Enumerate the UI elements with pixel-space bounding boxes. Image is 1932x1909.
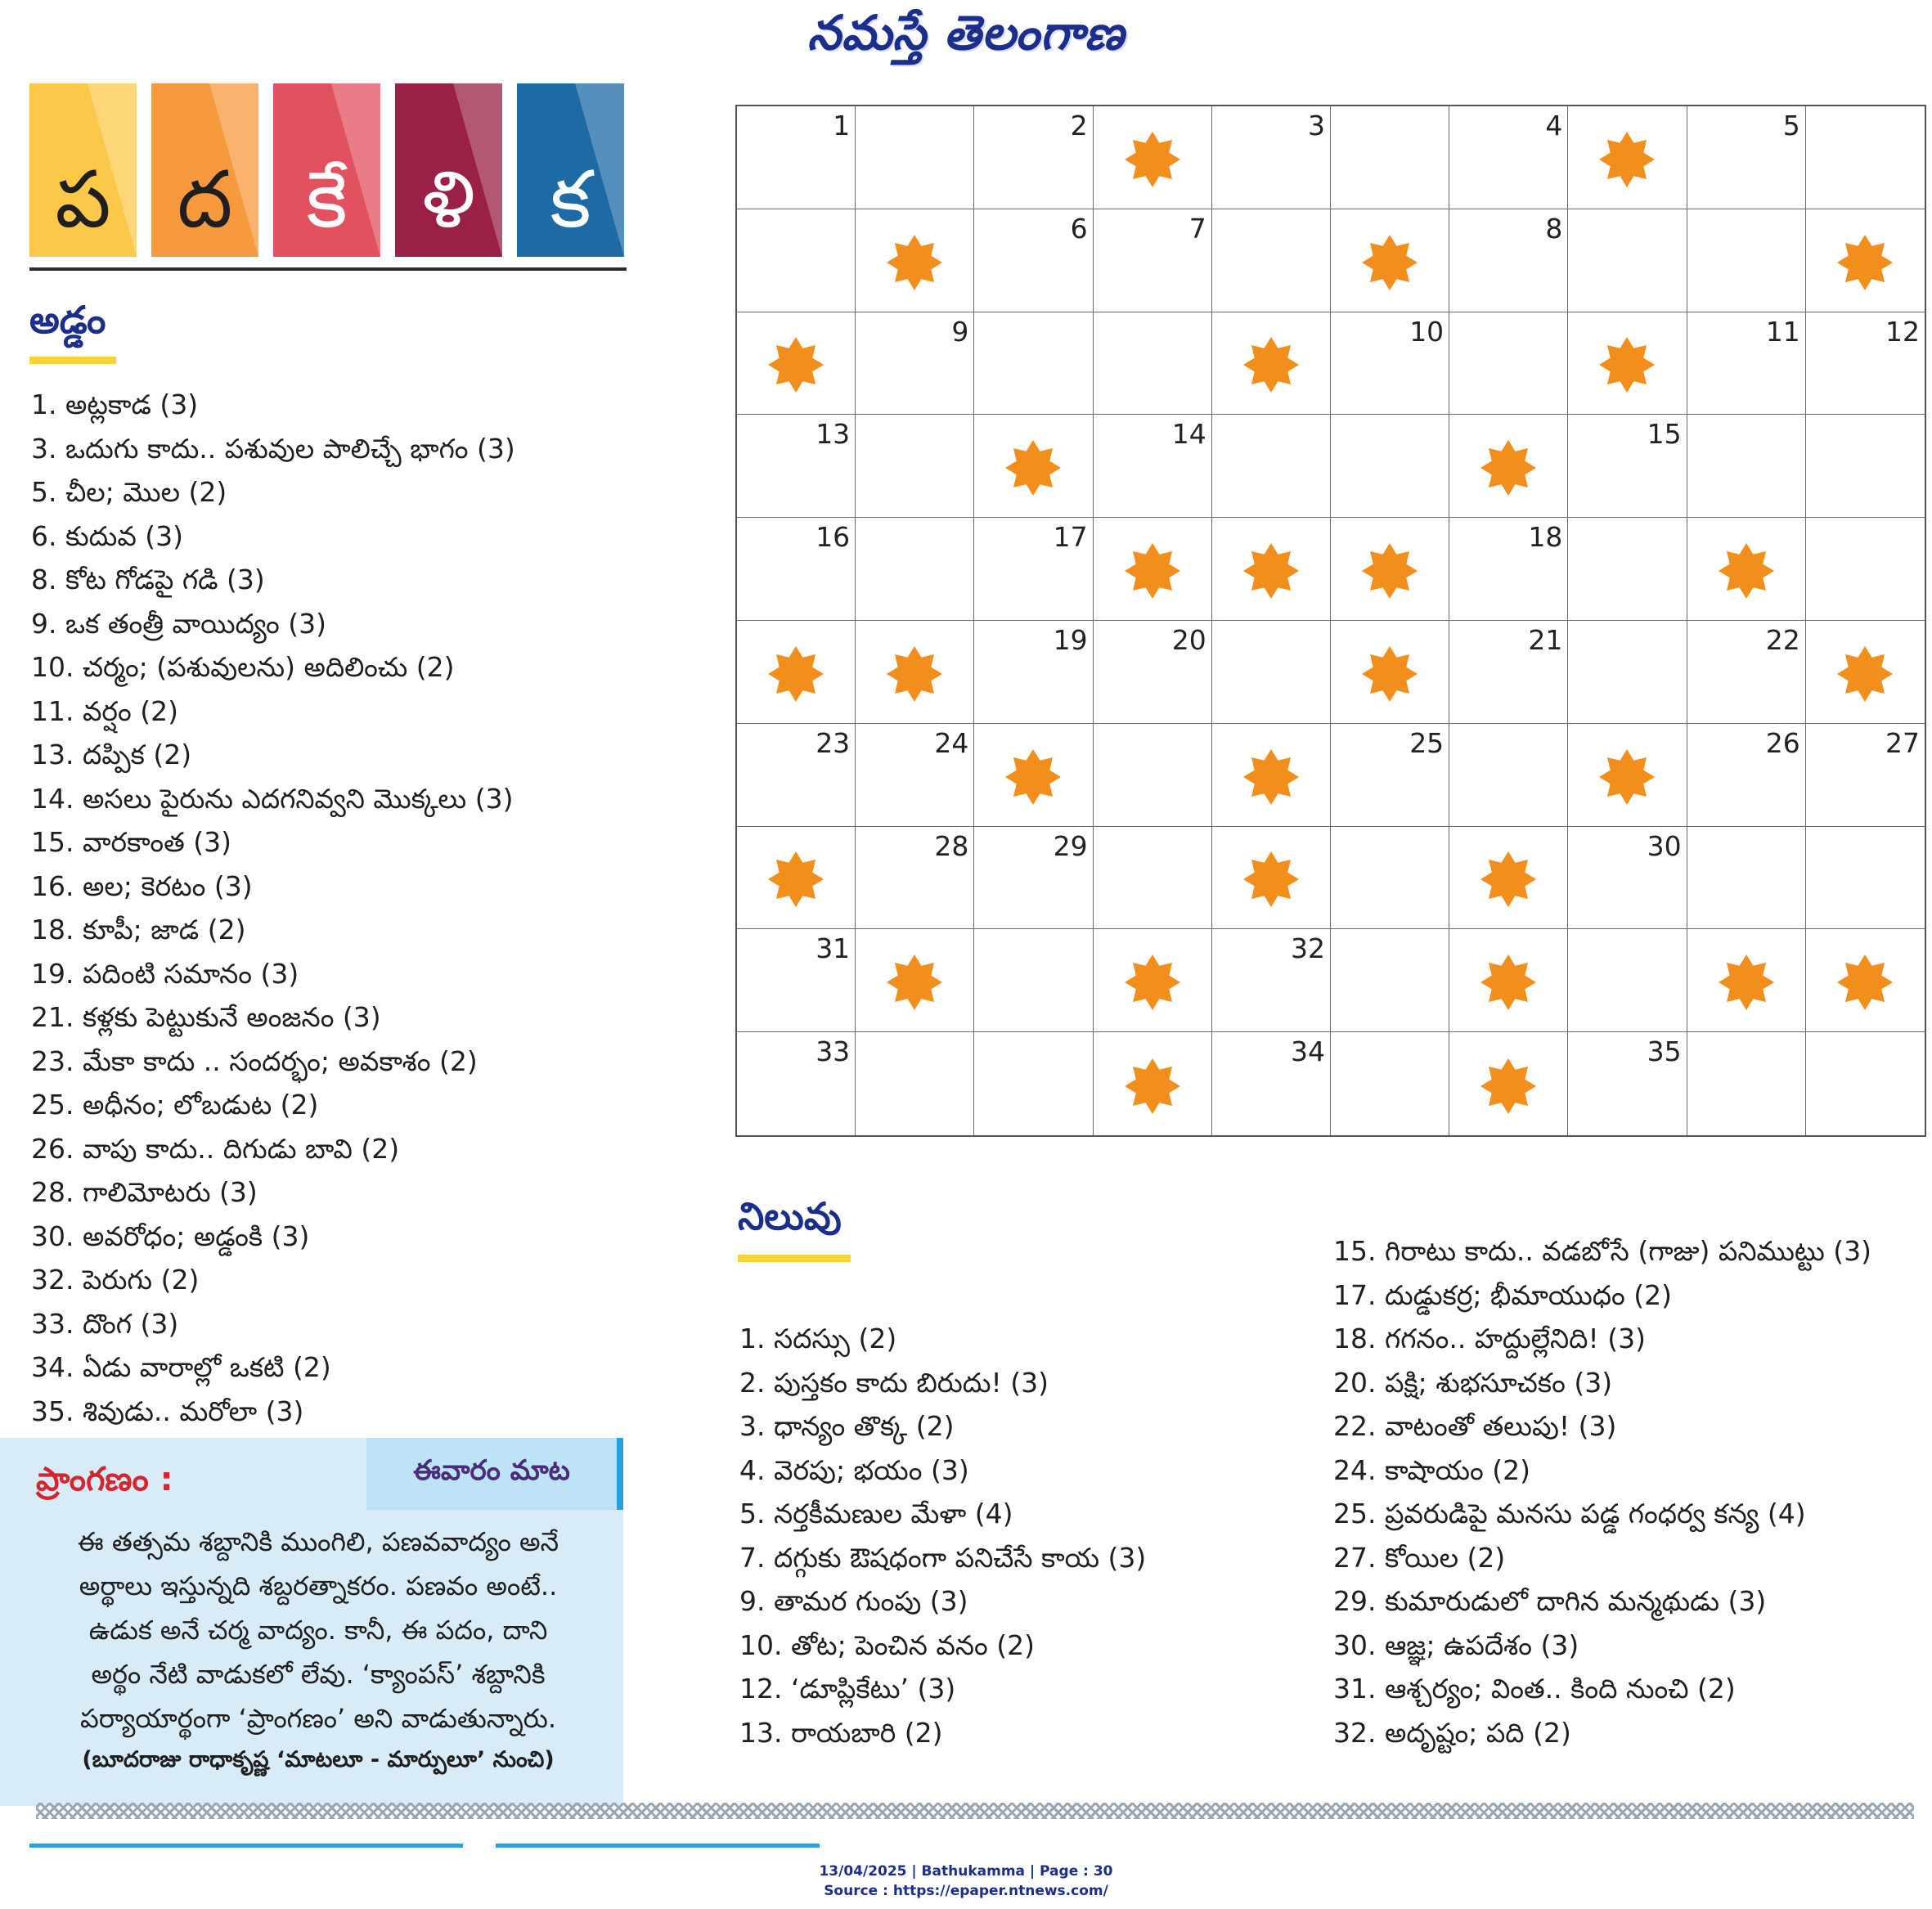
grid-cell: [1449, 209, 1568, 312]
grid-cell-blocked: [1568, 724, 1687, 827]
grid-cell: [1806, 415, 1925, 518]
clue-item: 13. దప్పిక (2): [31, 739, 192, 770]
decorative-border: [36, 1803, 1914, 1819]
clue-item: 17. దుడ్డుకర్ర; భీమాయుధం (2): [1333, 1278, 1672, 1311]
grid-cell: [1449, 106, 1568, 209]
grid-cell: [1331, 1032, 1449, 1135]
star-icon: [1835, 953, 1894, 1012]
grid-cell-number: 27: [1885, 726, 1920, 759]
clue-item: 16. అల; కెరటం (3): [31, 869, 253, 902]
clue-item: 3. ధాన్యం తొక్క (2): [739, 1410, 955, 1442]
star-icon: [885, 953, 944, 1012]
grid-cell: [1687, 1032, 1806, 1135]
masthead-title: నమస్తే తెలంగాణ: [807, 5, 1125, 61]
star-icon: [1479, 953, 1538, 1012]
grid-cell-number: 15: [1647, 418, 1682, 451]
star-icon: [1123, 953, 1182, 1012]
grid-cell: [974, 1032, 1093, 1135]
grid-cell-number: 7: [1188, 212, 1206, 245]
title-tile: [273, 83, 380, 257]
clue-item: 10. చర్మం; (పశువులను) అదిలించు (2): [31, 651, 455, 683]
grid-cell: [1094, 724, 1212, 827]
grid-cell: [1806, 1032, 1925, 1135]
grid-cell-number: 12: [1885, 315, 1920, 348]
grid-cell-number: 16: [815, 521, 851, 554]
grid-cell-blocked: [1449, 827, 1568, 930]
grid-cell: [1094, 621, 1212, 724]
star-icon: [1597, 130, 1656, 189]
clue-item: 19. పదింటి సమానం (3): [31, 957, 299, 990]
grid-cell: [974, 312, 1093, 415]
star-icon: [1835, 233, 1894, 292]
grid-cell: [1806, 518, 1925, 621]
clue-item: 21. కళ్లకు పెట్టుకునే అంజనం (3): [31, 1001, 381, 1033]
star-icon: [1835, 645, 1894, 703]
puzzle-title-tiles: [29, 83, 624, 257]
grid-cell: [856, 724, 974, 827]
word-of-week-line: ఈ తత్సమ శబ్దానికి ముంగిలి, పణవవాద్యం అనే: [77, 1526, 559, 1557]
grid-cell: [737, 106, 856, 209]
grid-cell: [856, 1032, 974, 1135]
grid-cell-number: 9: [951, 315, 969, 348]
clue-item: 5. చీల; మొల (2): [31, 476, 227, 508]
clue-item: 25. అధీనం; లోబడుట (2): [31, 1089, 319, 1121]
clue-item: 1. అట్లకాడ (3): [31, 389, 199, 420]
grid-cell: [737, 724, 856, 827]
word-of-week-body: [29, 1520, 607, 1741]
clue-item: 2. పుస్తకం కాదు బిరుదు! (3): [739, 1366, 1049, 1399]
grid-cell: [1331, 106, 1449, 209]
grid-cell-blocked: [856, 929, 974, 1032]
grid-cell-number: 28: [934, 829, 969, 862]
grid-cell: [737, 209, 856, 312]
grid-cell: [1687, 827, 1806, 930]
grid-cell-number: 31: [815, 932, 851, 965]
grid-cell-number: 4: [1545, 110, 1563, 141]
star-icon: [1597, 748, 1656, 806]
clue-item: 6. కుదువ (3): [31, 519, 184, 552]
grid-cell-number: 6: [1070, 212, 1088, 245]
word-of-week-credit: (బూదరాజు రాధాకృష్ణ ‘మాటలూ - మార్పులూ’ నుంచి): [82, 1747, 555, 1772]
grid-cell-blocked: [1212, 312, 1331, 415]
grid-cell-number: 25: [1409, 726, 1445, 759]
grid-cell-number: 1: [833, 110, 851, 141]
title-tile: [395, 83, 502, 257]
clue-item: 15. గిరాటు కాదు.. వడబోసే (గాజు) పనిముట్టు (3): [1333, 1235, 1871, 1267]
grid-cell-blocked: [1449, 415, 1568, 518]
star-icon: [1479, 438, 1538, 497]
clue-item: 32. అదృష్టం; పది (2): [1333, 1716, 1571, 1749]
grid-cell: [1212, 106, 1331, 209]
star-icon: [885, 233, 944, 292]
grid-cell: [1449, 312, 1568, 415]
page-footer: [0, 1862, 1932, 1901]
grid-cell-blocked: [737, 312, 856, 415]
grid-cell: [1094, 312, 1212, 415]
clue-item: 13. రాయబారి (2): [739, 1716, 943, 1749]
word-of-week-line: ఉడుక అనే చర్మ వాద్యం. కానీ, ఈ పదం, దాని: [88, 1615, 548, 1646]
clue-item: 14. అసలు పైరును ఎదగనివ్వని మొక్కలు (3): [31, 782, 514, 815]
star-icon: [1123, 1057, 1182, 1116]
grid-cell-blocked: [1094, 1032, 1212, 1135]
word-of-week-line: అర్థం నేటి వాడుకలో లేవు. ‘క్యాంపస్’ శబ్దానికి: [91, 1659, 546, 1690]
clue-item: 26. వాపు కాదు.. దిగుడు బావి (2): [31, 1132, 400, 1165]
grid-cell: [974, 929, 1093, 1032]
grid-cell: [1687, 415, 1806, 518]
grid-cell-number: 30: [1647, 829, 1682, 862]
grid-cell-number: 13: [815, 418, 851, 451]
clue-item: 8. కోట గోడపై గడి (3): [31, 564, 265, 595]
clue-item: 9. ఒక తంత్రీ వాయిద్యం (3): [31, 607, 326, 640]
grid-cell-number: 22: [1765, 624, 1800, 656]
grid-cell-blocked: [1806, 209, 1925, 312]
title-tile-letter: క: [550, 154, 591, 245]
grid-cell-blocked: [1687, 929, 1806, 1032]
grid-cell: [1568, 929, 1687, 1032]
grid-cell: [1449, 621, 1568, 724]
grid-cell-blocked: [1094, 106, 1212, 209]
across-heading: అడ్డం: [29, 298, 106, 342]
grid-cell: [1212, 1032, 1331, 1135]
grid-cell: [1806, 724, 1925, 827]
star-icon: [1479, 1057, 1538, 1116]
footer-date-line: 13/04/2025 | Bathukamma | Page : 30: [819, 1863, 1113, 1880]
grid-cell-number: 23: [815, 726, 851, 759]
title-divider: [29, 267, 627, 271]
title-tile-letter: ద: [177, 154, 233, 245]
grid-cell-number: 21: [1528, 624, 1563, 656]
grid-cell-number: 18: [1528, 521, 1563, 554]
grid-cell: [1568, 415, 1687, 518]
grid-cell-number: 2: [1070, 110, 1088, 141]
clue-item: 28. గాలిమోటరు (3): [31, 1176, 258, 1208]
grid-cell: [737, 518, 856, 621]
grid-cell-blocked: [1568, 106, 1687, 209]
grid-cell-number: 26: [1765, 726, 1800, 759]
grid-cell-number: 14: [1171, 418, 1206, 451]
across-clue-list: [31, 383, 702, 1433]
grid-cell-blocked: [1331, 209, 1449, 312]
grid-cell-number: 8: [1545, 212, 1563, 245]
clue-item: 10. తోట; పెంచిన వనం (2): [739, 1628, 1035, 1661]
grid-cell-blocked: [1212, 518, 1331, 621]
star-icon: [885, 645, 944, 703]
down-clue-list-1: [739, 1317, 1312, 1754]
down-heading: నిలువు: [738, 1194, 842, 1238]
grid-cell-number: 24: [934, 726, 969, 759]
grid-cell: [1212, 415, 1331, 518]
star-icon: [1242, 748, 1301, 806]
star-icon: [1242, 335, 1301, 394]
grid-cell: [1568, 209, 1687, 312]
footer-source-line: Source : https://epaper.ntnews.com/: [824, 1883, 1108, 1899]
grid-cell: [1331, 312, 1449, 415]
grid-cell-number: 35: [1647, 1035, 1682, 1068]
grid-cell: [1331, 724, 1449, 827]
grid-cell-blocked: [1449, 929, 1568, 1032]
grid-cell: [1212, 621, 1331, 724]
decorative-rule-left: [29, 1844, 463, 1848]
grid-cell: [1568, 827, 1687, 930]
clue-item: 35. శివుడు.. మరోలా (3): [31, 1395, 304, 1427]
grid-cell: [1212, 209, 1331, 312]
decorative-rule-right: [496, 1844, 820, 1848]
grid-cell-blocked: [1212, 724, 1331, 827]
grid-cell: [1331, 827, 1449, 930]
star-icon: [766, 335, 825, 394]
grid-cell-number: 20: [1171, 624, 1206, 656]
grid-cell: [974, 621, 1093, 724]
grid-cell-blocked: [1806, 929, 1925, 1032]
clue-item: 34. ఏడు వారాల్లో ఒకటి (2): [31, 1351, 331, 1383]
word-of-week-heading: ప్రాంగణం :: [36, 1461, 173, 1498]
grid-cell: [1449, 724, 1568, 827]
clue-item: 25. ప్రవరుడిపై మనసు పడ్డ గంధర్వ కన్య (4): [1333, 1498, 1806, 1529]
grid-cell: [974, 518, 1093, 621]
star-icon: [1360, 233, 1419, 292]
grid-cell: [737, 415, 856, 518]
star-icon: [1123, 541, 1182, 600]
star-icon: [1242, 850, 1301, 909]
clue-item: 23. మేకా కాదు .. సందర్భం; అవకాశం (2): [31, 1044, 478, 1077]
clue-item: 4. వెరపు; భయం (3): [739, 1453, 969, 1486]
star-icon: [1360, 645, 1419, 703]
star-icon: [1717, 541, 1776, 600]
grid-cell: [856, 312, 974, 415]
star-icon: [1004, 748, 1063, 806]
title-tile-letter: ప: [55, 154, 111, 245]
star-icon: [1242, 541, 1301, 600]
star-icon: [1123, 130, 1182, 189]
across-heading-underline: [29, 357, 116, 364]
grid-cell-blocked: [1331, 621, 1449, 724]
grid-cell: [1212, 929, 1331, 1032]
word-of-week-line: పర్యాయార్థంగా ‘ప్రాంగణం’ అని వాడుతున్నారు.: [79, 1703, 557, 1734]
across-section: [29, 298, 116, 364]
grid-cell: [1806, 106, 1925, 209]
grid-cell: [1331, 415, 1449, 518]
clue-item: 20. పక్షి; శుభసూచకం (3): [1333, 1366, 1613, 1399]
grid-cell-blocked: [1331, 518, 1449, 621]
down-section: [738, 1194, 851, 1262]
grid-cell-number: 34: [1290, 1035, 1325, 1068]
star-icon: [1597, 335, 1656, 394]
title-tile-letter: ళి: [422, 154, 475, 245]
grid-cell-blocked: [974, 415, 1093, 518]
grid-cell-blocked: [1212, 827, 1331, 930]
grid-cell-number: 29: [1053, 829, 1088, 862]
grid-cell: [1094, 415, 1212, 518]
star-icon: [1479, 850, 1538, 909]
clue-item: 15. వారకాంత (3): [31, 826, 232, 858]
grid-cell-blocked: [856, 621, 974, 724]
clue-item: 18. గగనం.. హద్దుల్లేనిది! (3): [1333, 1323, 1646, 1354]
clue-item: 5. నర్తకీమణుల మేళా (4): [739, 1498, 1013, 1529]
grid-cell: [737, 929, 856, 1032]
star-icon: [1717, 953, 1776, 1012]
grid-cell: [1568, 621, 1687, 724]
grid-cell-blocked: [1094, 929, 1212, 1032]
clue-item: 30. ఆజ్ఞ; ఉపదేశం (3): [1333, 1628, 1579, 1661]
grid-cell-blocked: [1687, 518, 1806, 621]
grid-cell-number: 3: [1307, 110, 1325, 141]
grid-cell-number: 10: [1409, 315, 1445, 348]
grid-cell: [1568, 518, 1687, 621]
grid-cell: [856, 106, 974, 209]
clue-item: 27. కోయిల (2): [1333, 1541, 1506, 1574]
word-of-week-line: అర్థాలు ఇస్తున్నది శబ్దరత్నాకరం. పణవం అంటే..: [79, 1570, 558, 1601]
star-icon: [1004, 438, 1063, 497]
grid-cell: [974, 106, 1093, 209]
grid-cell: [1687, 312, 1806, 415]
word-of-week-tag: ఈవారం మాట: [366, 1438, 623, 1510]
title-tile: [151, 83, 258, 257]
clue-item: 33. దొంగ (3): [31, 1307, 179, 1340]
grid-cell-blocked: [1449, 1032, 1568, 1135]
star-icon: [766, 645, 825, 703]
title-tile: [29, 83, 137, 257]
grid-cell: [1687, 106, 1806, 209]
clue-item: 24. కాషాయం (2): [1333, 1453, 1530, 1486]
grid-cell: [1687, 724, 1806, 827]
clue-item: 29. కుమారుడులో దాగిన మన్మథుడు (3): [1333, 1585, 1767, 1617]
grid-cell-blocked: [1094, 518, 1212, 621]
grid-cell: [1331, 929, 1449, 1032]
star-icon: [766, 850, 825, 909]
title-tile: [517, 83, 624, 257]
grid-cell: [1806, 827, 1925, 930]
clue-item: 12. ‘డూప్లికేటు’ (3): [739, 1673, 956, 1705]
grid-cell: [856, 415, 974, 518]
clue-item: 32. పెరుగు (2): [31, 1264, 200, 1296]
clue-item: 22. వాటంతో తలుపు! (3): [1333, 1410, 1617, 1442]
clue-item: 7. దగ్గుకు ఔషధంగా పనిచేసే కాయ (3): [739, 1541, 1147, 1574]
grid-cell-blocked: [737, 621, 856, 724]
clue-item: 1. సదస్సు (2): [739, 1323, 897, 1354]
grid-cell: [1094, 209, 1212, 312]
grid-cell-number: 19: [1053, 624, 1088, 656]
grid-cell: [1449, 518, 1568, 621]
grid-cell-blocked: [856, 209, 974, 312]
grid-cell-number: 5: [1782, 110, 1800, 141]
down-heading-underline: [738, 1255, 851, 1262]
title-tile-letter: కే: [306, 154, 348, 245]
grid-cell: [974, 209, 1093, 312]
grid-cell-blocked: [974, 724, 1093, 827]
grid-cell: [856, 827, 974, 930]
star-icon: [1360, 541, 1419, 600]
grid-cell-number: 17: [1053, 521, 1088, 554]
grid-cell-blocked: [1806, 621, 1925, 724]
grid-cell-blocked: [737, 827, 856, 930]
grid-cell: [1094, 827, 1212, 930]
grid-cell: [1568, 1032, 1687, 1135]
grid-cell: [1687, 621, 1806, 724]
clue-item: 3. ఒదుగు కాదు.. పశువుల పాలిచ్చే భాగం (3): [31, 432, 515, 465]
clue-item: 11. వర్షం (2): [31, 694, 178, 727]
grid-cell: [1687, 209, 1806, 312]
clue-item: 31. ఆశ్చర్యం; వింత.. కింది నుంచి (2): [1333, 1673, 1736, 1705]
grid-cell-number: 11: [1765, 315, 1800, 348]
crossword-grid: [735, 105, 1926, 1137]
grid-cell-number: 32: [1290, 932, 1325, 965]
grid-cell-number: 33: [815, 1035, 851, 1068]
grid-cell-blocked: [1568, 312, 1687, 415]
clue-item: 9. తామర గుంపు (3): [739, 1585, 968, 1617]
clue-item: 18. కూపీ; జాడ (2): [31, 914, 246, 946]
grid-cell: [737, 1032, 856, 1135]
grid-cell: [1806, 312, 1925, 415]
clue-item: 30. అవరోధం; అడ్డంకి (3): [31, 1220, 310, 1252]
down-clue-list-2: [1333, 1229, 1930, 1754]
grid-cell: [856, 518, 974, 621]
grid-cell: [974, 827, 1093, 930]
